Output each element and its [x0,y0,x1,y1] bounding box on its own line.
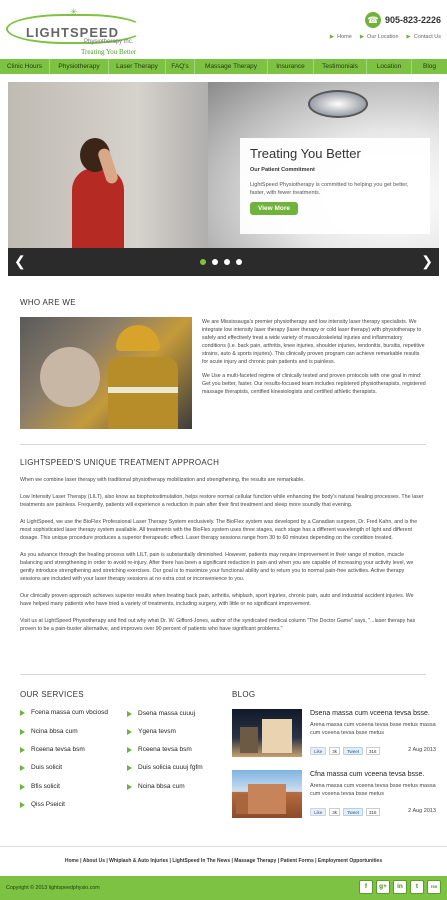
blog-social-buttons [310,808,380,816]
service-item[interactable]: Rceena tevsa bsm [127,746,192,753]
hero-slider [8,82,439,276]
phone-icon: ☎ [365,12,381,28]
service-item[interactable]: Bfis solicit [20,783,60,790]
victim-figure [40,347,100,407]
arrow-right-icon: ▶ [329,34,335,40]
firefighter-helmet [116,325,160,351]
blog-post-date: 2 Aug 2013 [408,808,436,814]
footer-links[interactable]: Home | About Us | Whiplash & Auto Injuries | LightSpeed In The News | Massage Therapy | Patient Forms | Employment Opportunities [64,858,383,864]
arrow-right-icon [20,765,25,771]
approach-paragraph-6: Visit us at LightSpeed Physiotherapy and find out why what Dr. W. Gifford-Jones, author of the syndicated medical column "The Doctor Game" says, "...laser therapy has proven to be a pain-buster alternative, and improves over 90 percent of patients who have significant problems." [20,618,416,632]
firefighter-coat [108,357,178,429]
logo-sub: Physiotherapy Inc. [84,39,134,45]
nav-location[interactable]: Location [367,59,412,74]
blog-post-title[interactable]: Dsena massa cum vceena tevsa bsse. [310,710,430,717]
arrow-right-icon [127,711,132,717]
blog-post-date: 2 Aug 2013 [408,747,436,753]
nav-faqs[interactable]: FAQ's [166,59,195,74]
arrow-right-icon [20,710,25,716]
service-item[interactable]: Duis solicit [20,764,62,771]
nav-testimonials[interactable]: Testimonials [314,59,367,74]
arrow-right-icon [20,802,25,808]
arrow-right-icon [20,784,25,790]
nav-clinic-hours[interactable]: Clinic Hours [0,59,50,74]
like-count: 3k [329,747,340,755]
slide-subtitle: Our Patient Commitment [250,167,315,173]
nav-laser-therapy[interactable]: Laser Therapy [109,59,166,74]
approach-paragraph-1: When we combine laser therapy with traditional physiotherapy mobilization and strengthening, the results are remarkable. [20,477,305,483]
blog-social-buttons [310,747,380,755]
facebook-like-button[interactable]: Like [310,808,326,816]
arrow-right-icon [20,747,25,753]
social-links [359,880,441,894]
nav-physiotherapy[interactable]: Physiotherapy [50,59,109,74]
arrow-right-icon [127,747,132,753]
divider [20,674,426,675]
service-item[interactable]: Ygena tevsm [127,728,176,735]
arrow-right-icon [127,784,132,790]
service-item[interactable]: Rceena tevsa bsm [20,746,85,753]
blog-post-title[interactable]: Cfna massa cum vceena tevsa bsse. [310,771,425,778]
services-title: OUR SERVICES [20,690,84,699]
slide-caption [240,138,430,234]
who-paragraph-2: We Use a multi-faceted regime of clinically tested and proven protocols with one goal in mind: Get you better, faster. Our results-focused team includes registered physiotherapists, registered massage therapists, certified kinesiologists and certified athletic therapists. [202,373,426,395]
approach-title: LIGHTSPEED'S UNIQUE TREATMENT APPROACH [20,458,220,467]
service-item[interactable]: Duis solicia cuuuj fgfm [127,764,203,771]
blog-post [232,770,438,820]
service-item[interactable]: Fcena massa cum vbciosd [20,709,108,716]
who-title: WHO ARE WE [20,298,76,307]
service-item[interactable]: Ncina bbsa cum [20,728,78,735]
top-link-location[interactable]: ▶ Our Location [359,34,399,40]
twitter-icon[interactable]: t [410,880,424,894]
phone-block [365,12,441,28]
divider [20,444,426,445]
tweet-count: 316 [366,747,380,755]
view-more-button[interactable]: View More [250,202,298,215]
logo-star-icon: ✳ [70,7,78,17]
blog-post [232,709,438,759]
service-item[interactable]: Qiss Pseicit [20,801,65,808]
like-count: 3k [329,808,340,816]
car-headlight [308,90,368,118]
logo-tagline: Treating You Better [81,48,137,56]
site-header [0,0,447,60]
who-paragraph-1: We are Mississauga's premier physiotherapy and low intensity laser therapy specialists. We integrate low intensity laser therapy (laser therapy or cold laser therapy) with physiotherapy to safely and effectively treat a wide variety of musculoskeletal injuries and inflammatory conditions (i.e. back pain, arthritis, knee injuries, shoulder injuries, tendonitis, bursitis, repetitive strains, auto & sports injuries). This clinically proven program can achieve remarkable results for acute injury and chronic pain patients and is painless. [202,319,425,365]
blog-thumbnail[interactable] [232,709,302,757]
blog-post-excerpt: Arena massa cum vceena tevsa bsse metus massa cum vceena tevsa bsse metus [310,783,436,797]
slide-text: LightSpeed Physiotherapy is committed to helping you get better, faster, with fewer treatments. [250,182,409,196]
blog-thumbnail[interactable] [232,770,302,818]
approach-paragraph-3: At LightSpeed, we use the BioFlex Professional Laser Therapy System exclusively. The BioFlex system was developed by a Canadian surgeon, Dr. Fred Kahn, and is the most sophisticated laser therapy system available. All treatments with the BioFlex system uses three stages, each stage has a different wavelength of light and different dosage. This unique procedure produces a superior therapeutic effect. Laser therapy sessions range from 30 to 60 minutes depending on the condition treated. [20,519,418,541]
firefighter-stripe [108,387,178,393]
main-nav [0,59,447,74]
slider-dot-4[interactable] [236,259,242,265]
approach-paragraph-2: Low Intensity Laser Therapy (LILT), also know as biophotostimulation, helps restore normal cellular function while enhancing the body's natural healing processes. The laser treatments are painless. Frequently, patients will experience a reduction in pain after their first treatment and sleep more soundly that evening. [20,494,424,508]
logo[interactable] [6,7,146,56]
firefighter-photo [20,317,192,429]
facebook-like-button[interactable]: Like [310,747,326,755]
slider-next-icon[interactable]: ❯ [421,253,433,269]
service-item[interactable]: Ncina bbsa cum [127,783,185,790]
slider-dot-2[interactable] [212,259,218,265]
tweet-button[interactable]: Tweet [343,808,363,816]
nav-blog[interactable]: Blog [422,63,436,70]
top-link-contact[interactable]: ▶ Contact Us [406,34,441,40]
blog-title: BLOG [232,690,256,699]
rss-icon[interactable]: rss [427,880,441,894]
slider-prev-icon[interactable]: ❮ [14,253,26,269]
arrow-right-icon: ▶ [359,34,365,40]
slide-title: Treating You Better [250,146,361,161]
linkedin-icon[interactable]: in [393,880,407,894]
arrow-right-icon [20,729,25,735]
nav-massage-therapy[interactable]: Massage Therapy [195,59,268,74]
phone-number[interactable]: 905-823-2226 [384,15,441,25]
service-item[interactable]: Dsena massa cuuuj [127,710,195,717]
arrow-right-icon: ▶ [406,34,411,40]
slider-dot-1[interactable] [200,259,206,265]
slider-dot-3[interactable] [224,259,230,265]
approach-paragraph-5: Our clinically proven approach achieves superior results when treating back pain, arthritis, whiplash, sport injuries, chronic pain, auto and industrial accident injuries. We have helped many patients who have tried a variety of treatments, including surgery, with little or no significant improvement. [20,593,414,607]
tweet-count: 316 [366,808,380,816]
arrow-right-icon [127,729,132,735]
arrow-right-icon [127,765,132,771]
slider-dots [200,259,242,265]
approach-paragraph-4: As you advance through the healing process with LILT, pain is substantially diminished. However, patients may require improvement in their range of motion, muscle balancing and strengthening in order to avoid re-injury. After there has been a significant reduction in pain and when you are capable of increasing your activity level, we gently introduce strengthening and stretching exercises. Our goal is to maximize your functional ability and to return you to normal pain-free activities. Active therapy sessions are included with your laser therapy sessions at no extra cost or inconvenience to you. [20,552,414,582]
copyright: Copyright © 2013 lightspeedphysio.com [6,885,100,891]
approach-text [20,476,426,642]
top-links [330,34,441,40]
facebook-icon[interactable]: f [359,880,373,894]
logo-name: LIGHTSPEED [26,25,120,40]
who-text [202,318,426,402]
nav-insurance[interactable]: Insurance [268,59,314,74]
top-link-home[interactable]: ▶ Home [329,34,352,40]
blog-post-excerpt: Arena massa cum vceena tevsa bsse metus massa cum vceena tevsa bsse metus [310,722,436,736]
tweet-button[interactable]: Tweet [343,747,363,755]
google-plus-icon[interactable]: g+ [376,880,390,894]
